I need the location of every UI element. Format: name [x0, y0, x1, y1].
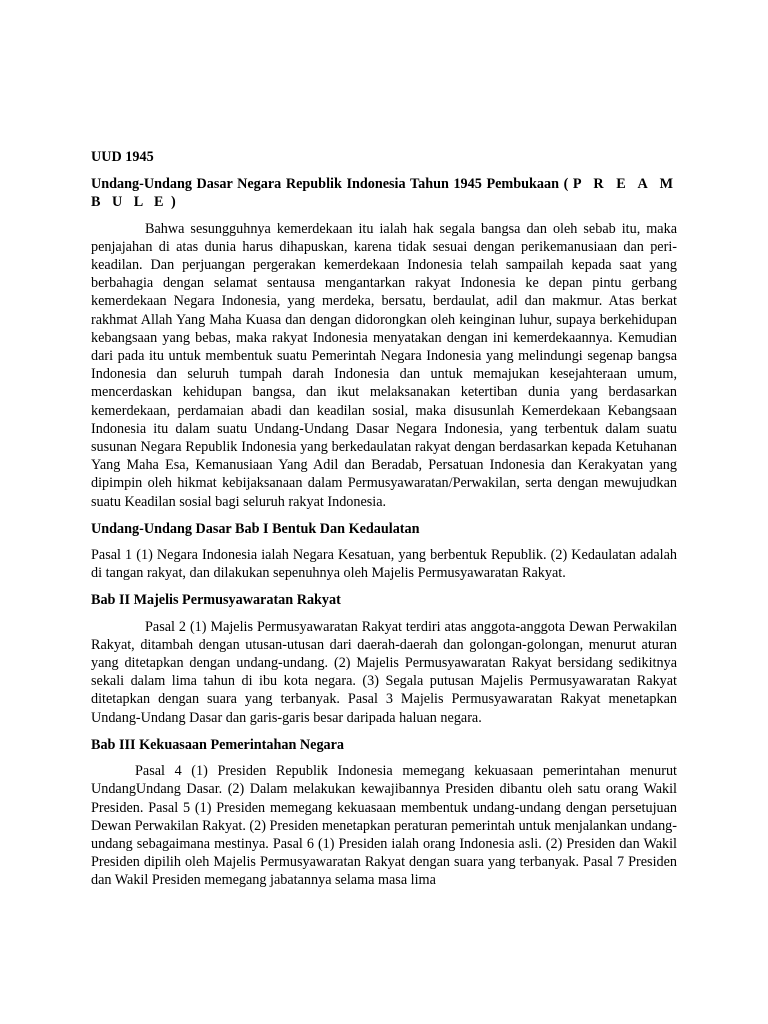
- section-text-bab-3: Pasal 4 (1) Presiden Republik Indonesia memegang kekuasaan pemerintahan menurut UndangUndang Dasar. (2) Dalam melakukan kewajibannya Presiden dibantu oleh satu orang Wakil Presiden. Pasal 5 (1) Presiden memegang kekuasaan membentuk undang-undang dengan persetujuan Dewan Perwakilan Rakyat. (2) Presiden menetapkan peraturan pemerintah untuk menjalankan undang-undang sebagaimana mestinya. Pasal 6 (1) Presiden ialah orang Indonesia asli. (2) Presiden dan Wakil Presiden dipilih oleh Majelis Permusyawaratan Rakyat dengan suara yang terbanyak. Pasal 7 Presiden dan Wakil Presiden memegang jabatannya selama masa lima: [91, 763, 677, 889]
- document-title: UUD 1945: [91, 149, 154, 165]
- preamble-paragraph: Bahwa sesungguhnya kemerdekaan itu ialah hak segala bangsa dan oleh sebab itu, maka penjajahan di atas dunia harus dihapuskan, karena tidak sesuai dengan perikemanusiaan dan peri-keadilan. Dan perjuangan pergerakan kemerdekaan Indonesia telah sampailah kepada saat yang berbahagia dengan selamat sentausa mengantarkan rakyat Indonesia ke depan pintu gerbang kemerdekaan Negara Indonesia, yang merdeka, bersatu, berdaulat, adil dan makmur. Atas berkat rakhmat Allah Yang Maha Kuasa dan dengan didorongkan oleh keinginan luhur, supaya berkehidupan kebangsaan yang bebas, maka rakyat Indonesia menyatakan dengan ini kemerdekaannya. Kemudian dari pada itu untuk membentuk suatu Pemerintah Negara Indonesia yang melindungi segenap bangsa Indonesia dan seluruh tumpah darah Indonesia dan untuk memajukan kesejahteraan umum, mencerdaskan kehidupan bangsa, dan ikut melaksanakan ketertiban dunia yang berdasarkan kemerdekaan, perdamaian abadi dan keadilan sosial, maka disusunlah Kemerdekaan Kebangsaan Indonesia itu dalam suatu Undang-Undang Dasar Negara Indonesia, yang terbentuk dalam suatu susunan Negara Republik Indonesia yang berkedaulatan rakyat dengan berdasarkan kepada Ketuhanan Yang Maha Esa, Kemanusiaan Yang Adil dan Beradab, Persatuan Indonesia dan Kerakyatan yang dipimpin oleh hikmat kebijaksanaan dalam Permusyawaratan/Perwakilan, serta dengan mewujudkan suatu Keadilan sosial bagi seluruh rakyat Indonesia.: [91, 220, 677, 510]
- section-heading-bab-3: Bab III Kekuasaan Pemerintahan Negara: [91, 736, 345, 753]
- preamble-heading-close: ): [171, 194, 176, 211]
- section-text-bab-1: Pasal 1 (1) Negara Indonesia ialah Negara Kesatuan, yang berbentuk Republik. (2) Kedaulatan adalah di tangan rakyat, dan dilakukan sepenuhnya oleh Majelis Permusyawaratan Rakyat.: [91, 547, 677, 582]
- preamble-heading-text: Undang-Undang Dasar Negara Republik Indonesia Tahun 1945 Pembukaan (: [91, 176, 569, 193]
- section-text-bab-2: Pasal 2 (1) Majelis Permusyawaratan Rakyat terdiri atas anggota-anggota Dewan Perwakilan Rakyat, ditambah dengan utusan-utusan dari daerah-daerah dan golongan-golongan, menurut aturan yang ditetapkan dengan undang-undang. (2) Majelis Permusyawaratan Rakyat bersidang sedikitnya sekali dalam lima tahun di ibu kota negara. (3) Segala putusan Majelis Permusyawaratan Rakyat ditetapkan dengan suara yang terbanyak. Pasal 3 Majelis Permusyawaratan Rakyat menetapkan Undang-Undang Dasar dan garis-garis besar daripada haluan negara.: [91, 618, 677, 726]
- document-page: [91, 148, 677, 899]
- section-heading-bab-2: Bab II Majelis Permusyawaratan Rakyat: [91, 592, 341, 609]
- section-heading-bab-1: Undang-Undang Dasar Bab I Bentuk Dan Kedaulatan: [91, 520, 420, 537]
- preamble-heading: [91, 175, 677, 211]
- preamble-heading-spaced: P R E A M B U L E: [91, 176, 677, 211]
